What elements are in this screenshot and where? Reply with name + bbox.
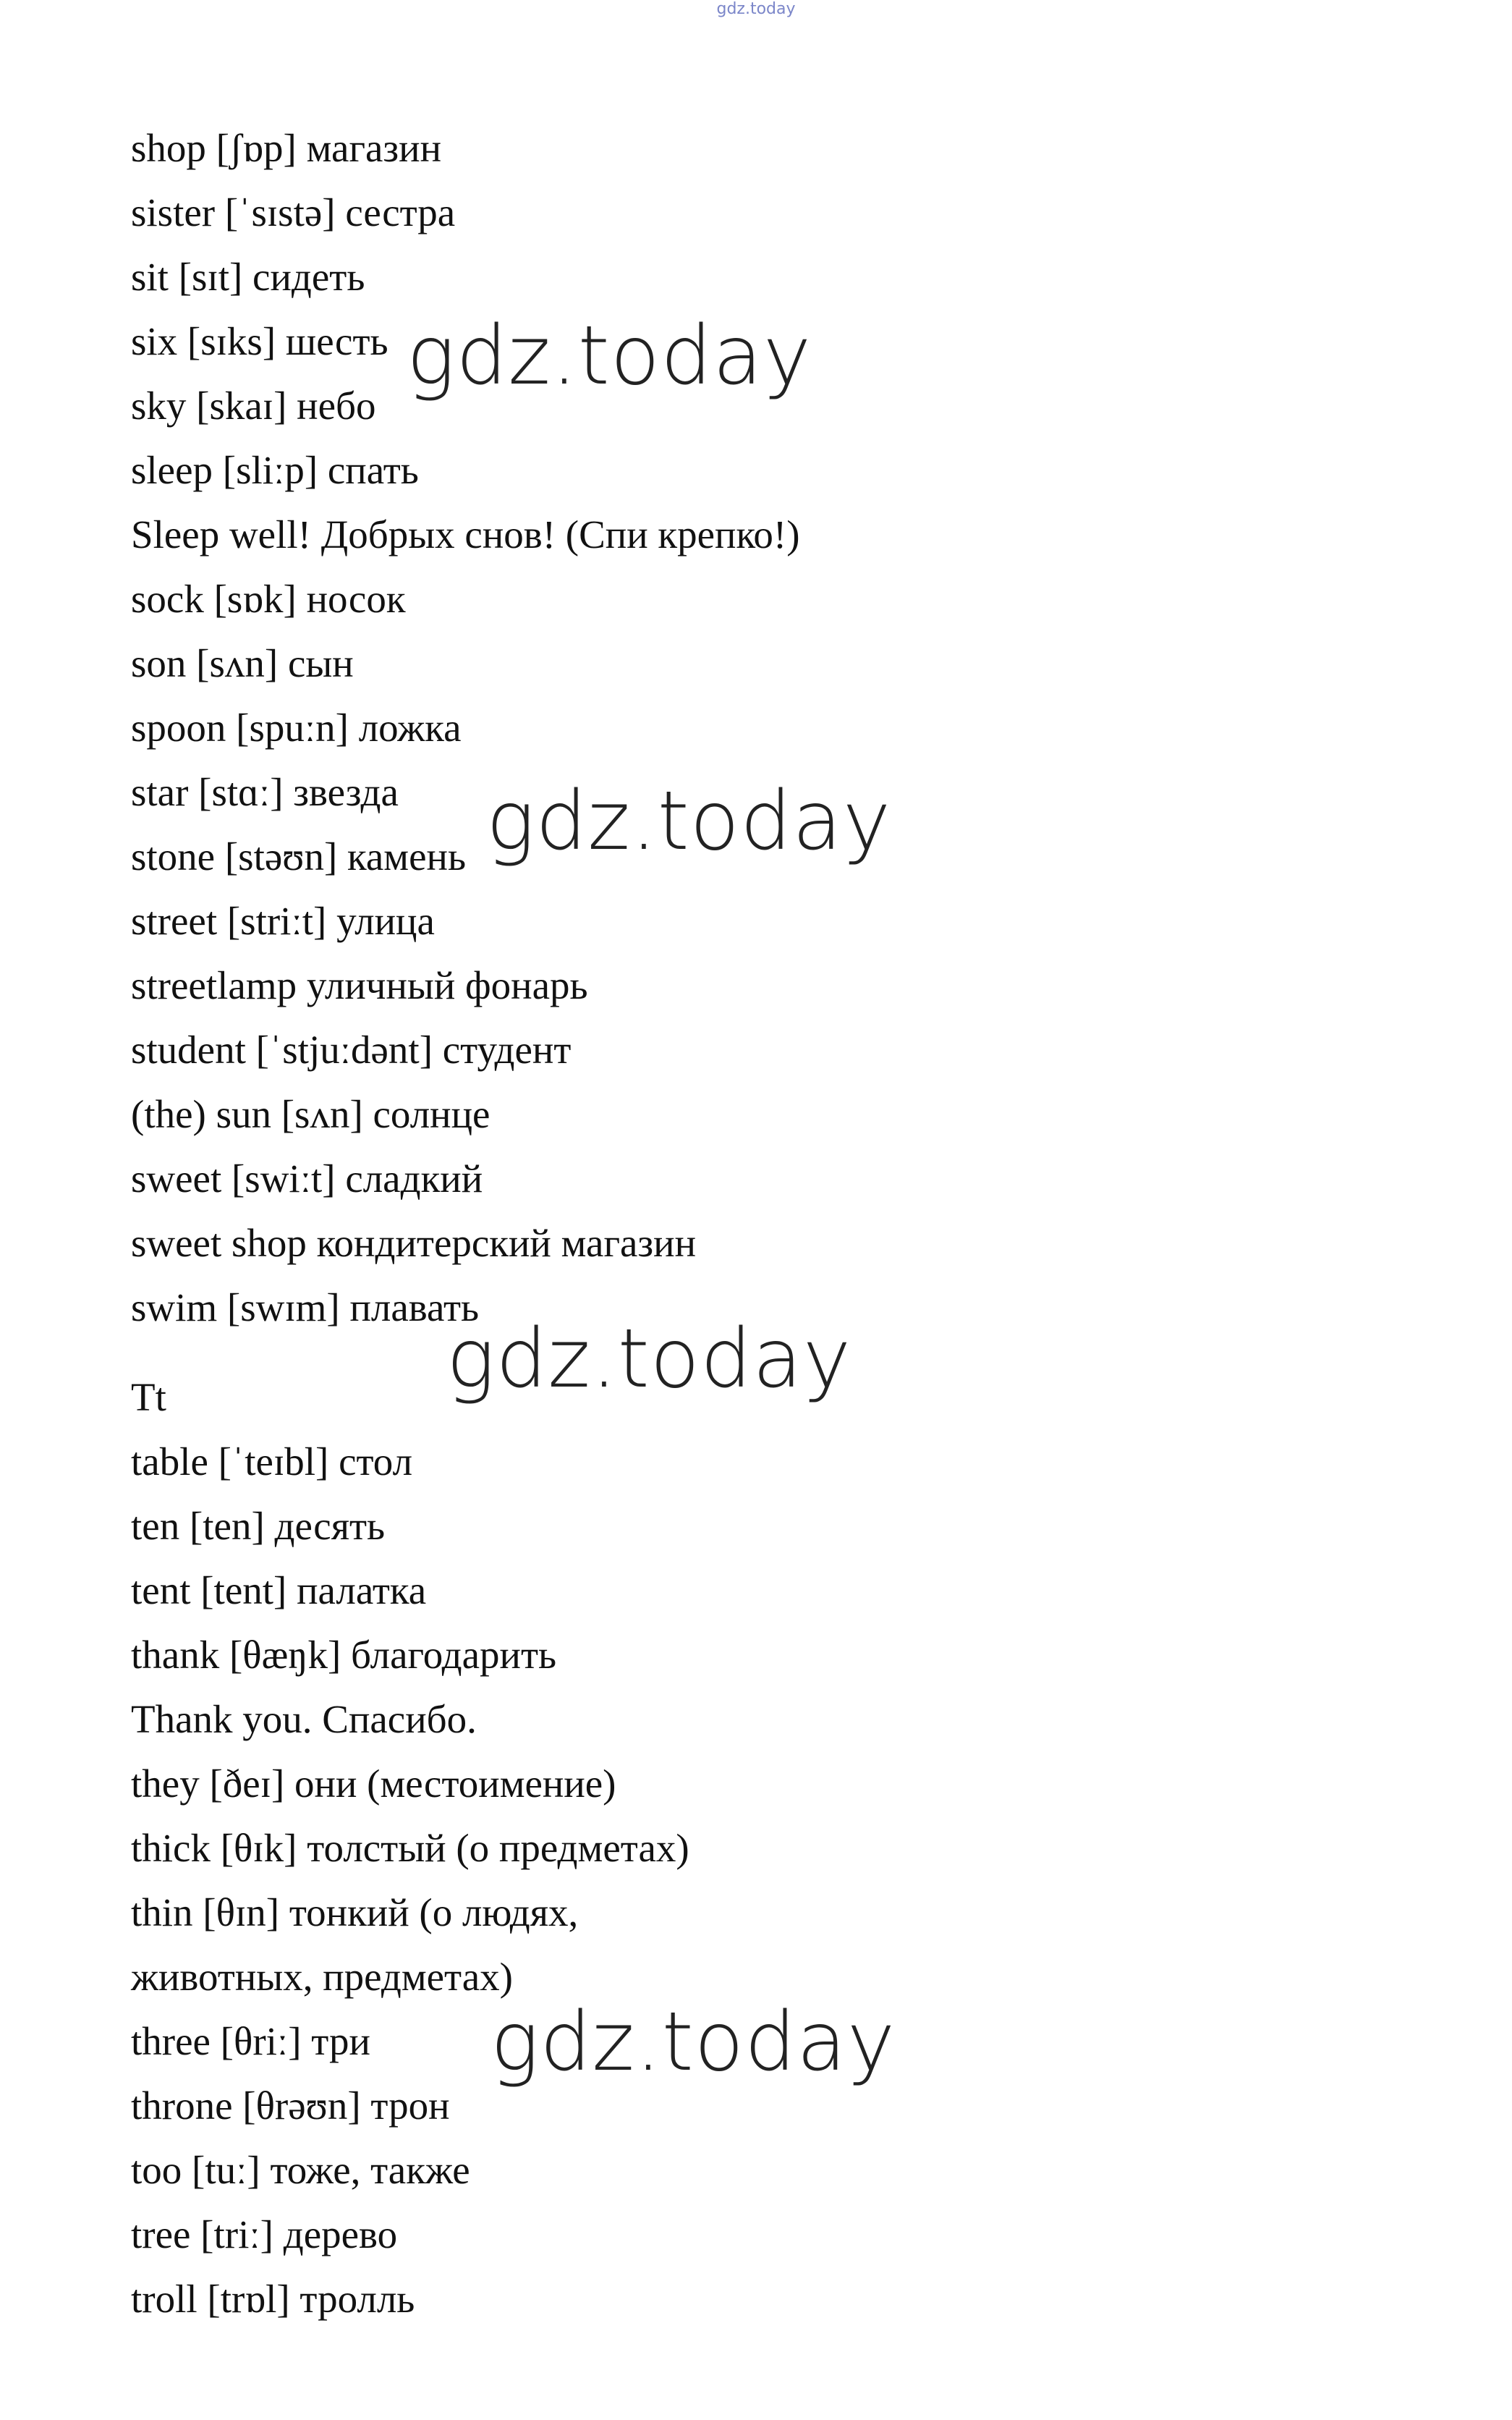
vocabulary-entry: too [tuː] тоже, также: [131, 2148, 470, 2192]
vocabulary-entry: star [stɑː] звезда: [131, 770, 399, 814]
vocabulary-entry: they [ðeɪ] они (местоимение): [131, 1761, 616, 1806]
vocabulary-entry: son [sʌn] сын: [131, 641, 354, 685]
vocabulary-entry: street [striːt] улица: [131, 899, 435, 943]
vocabulary-entry: tent [tent] палатка: [131, 1568, 427, 1612]
watermark-text: gdz.today: [490, 1995, 896, 2089]
watermark-text: gdz.today: [486, 774, 892, 868]
vocabulary-entry: spoon [spuːn] ложка: [131, 706, 462, 750]
vocabulary-entry: table [ˈteɪbl] стол: [131, 1439, 413, 1484]
vocabulary-entry: thin [θɪn] тонкий (о людях,: [131, 1890, 579, 1934]
vocabulary-entry: sweet shop кондитерский магазин: [131, 1221, 697, 1265]
vocabulary-entry: ten [ten] десять: [131, 1504, 386, 1548]
vocabulary-entry: (the) sun [sʌn] солнце: [131, 1092, 490, 1136]
vocabulary-entry: sit [sɪt] сидеть: [131, 255, 365, 299]
vocabulary-entry: Thank you. Спасибо.: [131, 1697, 477, 1741]
watermark-text: gdz.today: [446, 1312, 852, 1406]
section-heading-letter: Tt: [131, 1375, 166, 1419]
vocabulary-entry: three [θriː] три: [131, 2019, 370, 2063]
vocabulary-entry-continuation: животных, предметах): [131, 1955, 513, 1999]
vocabulary-entry: stone [stəʊn] камень: [131, 834, 467, 879]
vocabulary-entry: shop [ʃɒp] магазин: [131, 126, 442, 170]
vocabulary-entry: streetlamp уличный фонарь: [131, 963, 588, 1007]
vocabulary-entry: sweet [swiːt] сладкий: [131, 1156, 483, 1201]
vocabulary-entry: sleep [sliːp] спать: [131, 448, 419, 492]
vocabulary-entry: Sleep well! Добрых снов! (Спи крепко!): [131, 512, 800, 557]
vocabulary-entry: throne [θrəʊn] трон: [131, 2083, 450, 2128]
site-header-mark: gdz.today: [716, 0, 796, 18]
watermark-text: gdz.today: [407, 309, 812, 403]
vocabulary-entry: tree [triː] дерево: [131, 2212, 398, 2256]
vocabulary-entry: swim [swɪm] плавать: [131, 1285, 480, 1329]
vocabulary-entry: thank [θæŋk] благодарить: [131, 1633, 557, 1677]
vocabulary-entry: student [ˈstjuːdənt] студент: [131, 1028, 572, 1072]
vocabulary-entry: troll [trɒl] тролль: [131, 2277, 415, 2321]
vocabulary-entry: sock [sɒk] носок: [131, 577, 406, 621]
vocabulary-entry: thick [θɪk] толстый (о предметах): [131, 1826, 689, 1870]
vocabulary-entry: six [sɪks] шесть: [131, 319, 388, 363]
vocabulary-entry: sky [skaɪ] небо: [131, 384, 376, 428]
vocabulary-entry: sister [ˈsɪstə] сестра: [131, 190, 456, 234]
